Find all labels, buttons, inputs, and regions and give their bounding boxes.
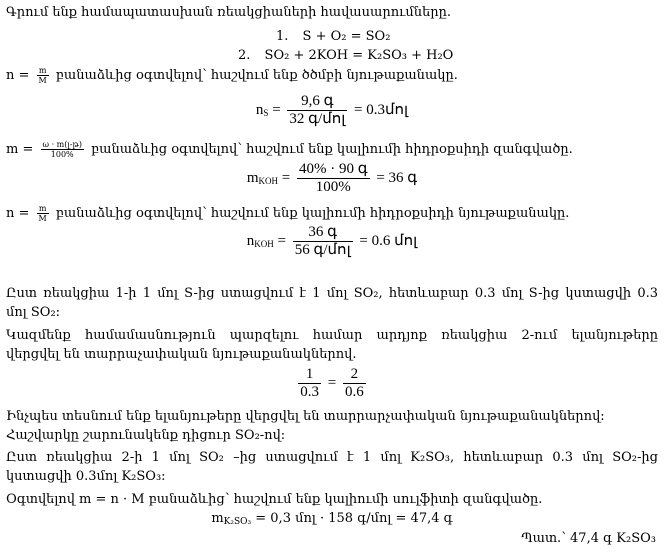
step-2-prefix: m = bbox=[6, 142, 34, 157]
calc-m-lhs: m bbox=[246, 169, 259, 186]
calc-ns: $n_S$ = $\frac{\text{9,6 գ}}{\text{32 գ/մոլ}}$ = 0.3մոլ bbox=[255, 93, 409, 127]
reaction-1 bbox=[276, 28, 658, 45]
calc-n-sub: KOH bbox=[254, 238, 274, 249]
proportion-left-num: 1 bbox=[298, 366, 321, 384]
calc-n-num: 36 գ bbox=[293, 224, 353, 242]
para-6: Օգտվելով m = n · M բանաձևից՝ հաշվում ենք կալիումի սուլֆիտի զանգվածը. bbox=[6, 492, 543, 507]
step-3-prefix: n = bbox=[6, 206, 30, 221]
para-1-line-1: Ըստ ռեակցիա 1-ի 1 մոլ S-ից ստացվում է 1 մոլ SO₂, հետևաբար 0.3 մոլ S-ից կստացվի 0.3 bbox=[6, 286, 658, 301]
reaction-1-number: 1. bbox=[276, 29, 289, 44]
answer: Պատ.՝ 47,4 գ K₂SO₃ bbox=[521, 531, 656, 546]
calc-ns-fraction bbox=[287, 93, 347, 128]
step-2-formula-den: 100% bbox=[50, 150, 74, 159]
calc-final-sub: K₂SO₃ bbox=[223, 517, 252, 527]
step-2-line bbox=[6, 140, 658, 159]
proportion-right bbox=[343, 366, 366, 401]
para-2-line-2: վերցվել են տարրաչափական նյութաքանակներով. bbox=[6, 347, 357, 362]
para-2-line-1: Կազմենք համամասնություն պարզելու համար արդյոք ռեակցիա 2-ում ելանյութերը bbox=[6, 328, 658, 343]
calc-n-result: = 0.6 մոլ bbox=[359, 232, 418, 249]
proportion-left bbox=[298, 366, 321, 401]
step-3-formula bbox=[37, 204, 49, 223]
calc-m: $m_{KOH}$ = $\frac{\text{40\% · 90 գ}}{100\%}$ = 36 գ bbox=[246, 161, 418, 195]
calc-m-fraction bbox=[297, 161, 370, 196]
calc-n-den: 56 գ/մոլ bbox=[294, 242, 351, 258]
step-1-formula-den: M bbox=[38, 76, 47, 85]
calc-ns-result: = 0.3մոլ bbox=[354, 101, 409, 118]
calc-ns-den: 32 գ/մոլ bbox=[289, 111, 346, 127]
step-1-line bbox=[6, 66, 658, 85]
proportion-right-den: 0.6 bbox=[344, 384, 364, 400]
step-3-line bbox=[6, 204, 658, 223]
para-4: Հաշվարկը շարունակենք դիցուր SO₂-ով: bbox=[6, 428, 286, 443]
calc-n: $n_{KOH}$ = $\frac{\text{36 գ}}{\text{56 գ/մոլ}}$ = 0.6 մոլ bbox=[246, 224, 418, 258]
reaction-2-equation: SO₂ + 2KOH = K₂SO₃ + H₂O bbox=[264, 48, 454, 63]
step-2-formula-num: ω · m(լ-թ) bbox=[42, 140, 82, 149]
calc-ns-lhs: n bbox=[255, 101, 264, 118]
step-3-formula-den: M bbox=[38, 214, 47, 223]
calc-final-lhs: m bbox=[211, 511, 224, 526]
proportion-left-den: 0.3 bbox=[300, 384, 320, 400]
step-2-formula bbox=[41, 140, 84, 159]
reaction-2-number: 2. bbox=[238, 48, 251, 63]
proportion-equals: = bbox=[327, 374, 337, 391]
calc-final-rest: = 0,3 մոլ · 158 գ/մոլ = 47,4 գ bbox=[255, 511, 453, 526]
step-2-text: բանաձևից օգտվելով՝ հաշվում ենք կալիումի հիդրօքսիդի զանգվածը. bbox=[91, 142, 573, 157]
step-1-text: բանաձևից օգտվելով՝ հաշվում ենք ծծմբի նյութաքանակը. bbox=[55, 68, 458, 83]
calc-m-result: = 36 գ bbox=[376, 169, 418, 186]
reaction-2 bbox=[238, 47, 658, 64]
proportion bbox=[6, 366, 658, 401]
para-5-line-2: կստացվի 0.3մոլ K₂SO₃: bbox=[6, 469, 166, 484]
para-3: Ինչպես տեսնում ենք ելանյութերը վերցվել են տարրարչափական նյութաքանակներով: bbox=[6, 409, 605, 424]
calc-ns-num: 9,6 գ bbox=[287, 93, 347, 111]
step-1-formula-num: m bbox=[37, 66, 49, 76]
intro-text: Գրում ենք համապատասխան ռեակցիաների հավասարումները. bbox=[6, 5, 452, 20]
para-5-line-1: Ըստ ռեակցիա 2-ի 1 մոլ SO₂ –ից ստացվում է 1 մոլ K₂SO₃, հետևաբար 0.3 մոլ SO₂-ից bbox=[6, 450, 658, 465]
step-3-text: բանաձևից օգտվելով՝ հաշվում ենք կալիումի հիդրօքսիդի նյութաքանակը. bbox=[55, 206, 570, 221]
step-3-formula-num: m bbox=[37, 204, 49, 214]
para-1-line-2: մոլ SO₂: bbox=[6, 305, 61, 320]
reaction-1-equation: S + O₂ = SO₂ bbox=[302, 29, 391, 44]
step-1-prefix: n = bbox=[6, 68, 30, 83]
calc-m-sub: KOH bbox=[258, 175, 278, 186]
calc-n-fraction bbox=[293, 224, 353, 259]
calc-ns-sub: S bbox=[263, 107, 269, 118]
calc-final bbox=[6, 510, 658, 531]
proportion-right-num: 2 bbox=[343, 366, 366, 384]
step-1-formula bbox=[37, 66, 49, 85]
calc-n-lhs: n bbox=[246, 232, 255, 249]
calc-m-num: 40% · 90 գ bbox=[298, 161, 368, 177]
calc-m-den: 100% bbox=[315, 179, 351, 195]
